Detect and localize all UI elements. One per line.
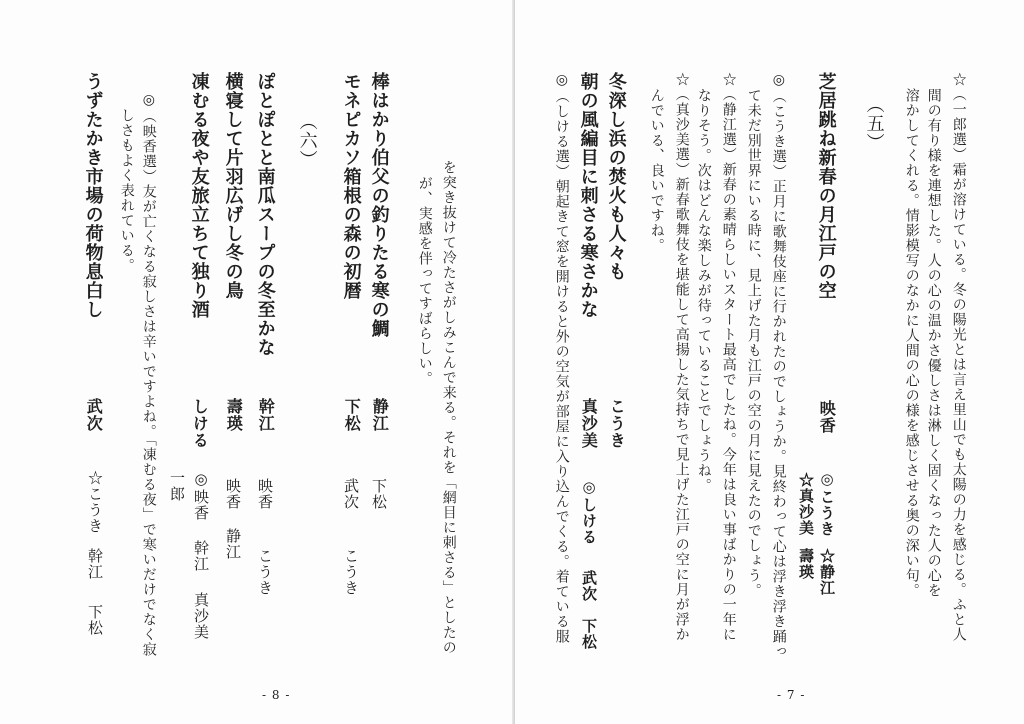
haiku-author: 幹江 bbox=[256, 398, 276, 432]
haiku-author: 真沙美 bbox=[579, 398, 599, 449]
haiku-author: しける bbox=[190, 398, 210, 449]
comment-shikeru-line-1: ◎（しける選）朝起きて窓を開けると外の空気が部屋に入り込んでくる。着ている服 bbox=[553, 72, 570, 644]
selector-mark: 映香 bbox=[256, 478, 274, 510]
comment-ichiro-line-1: ☆（一郎選）霜が溶けている。冬の陽光とは言え里山でも太陽の力を感じる。ふと人 bbox=[950, 72, 967, 642]
page-number: - 8 - bbox=[262, 688, 291, 702]
haiku-author: こうき bbox=[607, 398, 627, 449]
selector-mark: ☆真沙美 bbox=[797, 472, 815, 536]
section-heading-5: （五） bbox=[863, 95, 885, 152]
comment-shizue-line-1: ☆（静江選）新春の素晴らしいスタート最高でしたね。今年は良い事ばかりの一年に bbox=[720, 72, 737, 642]
haiku-author: 静江 bbox=[370, 398, 390, 432]
haiku-text: 凍むる夜や友旅立ちて独り酒 bbox=[188, 72, 210, 319]
comment-kouki-line-1: ◎（こうき選）正月に歌舞伎座に行かれたのでしょうか。見終わって心は浮き浮き踊っ bbox=[770, 72, 787, 659]
haiku-text: 横寝して片羽広げし冬の鳥 bbox=[222, 72, 244, 300]
haiku-text: うずたかき市場の荷物息白し bbox=[82, 72, 104, 319]
selector-mark: こうき bbox=[342, 548, 360, 596]
continuation-line-2: が、実感を伴ってすばらしい。 bbox=[416, 176, 433, 386]
page-7 bbox=[515, 0, 1024, 724]
haiku-author: 壽瑛 bbox=[224, 398, 244, 432]
comment-kouki-line-2: て未だ別世界にいる時に、見上げた月も江戸の空の月に見えたのでしょう。 bbox=[745, 88, 762, 598]
haiku-text: ぽとぽとと南瓜スープの冬至かな bbox=[254, 72, 276, 357]
comment-masami-line-1: ☆（真沙美選）新春歌舞伎を堪能して高揚した気持ちで見上げた江戸の空に月が浮か bbox=[673, 72, 690, 642]
selector-mark: 幹江 bbox=[86, 548, 104, 580]
selector-mark: ◎しける bbox=[580, 478, 598, 545]
comment-shizue-line-2: なりそう。次はどんな楽しみが待っていることでしょうね。 bbox=[695, 88, 712, 493]
haiku-text: 芝居跳ね新春の月江戸の空 bbox=[815, 72, 837, 300]
selector-mark: 幹江 bbox=[192, 540, 210, 572]
haiku-text: 朝の風編目に刺さる寒さかな bbox=[577, 72, 599, 319]
selector-mark: 武次 bbox=[342, 478, 360, 510]
comment-masami-line-2: んでいる、良いですね。 bbox=[648, 88, 665, 253]
selector-mark: 真沙美 bbox=[192, 592, 210, 640]
comment-eika-line-2: しさもよく表れている。 bbox=[118, 108, 135, 273]
section-heading-6: （六） bbox=[296, 112, 318, 169]
page-number: - 7 - bbox=[777, 688, 806, 702]
continuation-line-1: を突き抜けて冷たさがしみこんで来る。それを「網目に刺さる」としたの bbox=[440, 160, 457, 655]
selector-mark: 壽瑛 bbox=[797, 548, 815, 580]
comment-eika-line-1: ◎（映香選）友が亡くなる寂しさは辛いですよね。「凍むる夜」で寒いだけでなく寂 bbox=[140, 92, 157, 657]
haiku-text: 冬深し浜の焚火も人々も bbox=[605, 72, 627, 281]
selector-mark: 映香 bbox=[224, 478, 242, 510]
haiku-author: 武次 bbox=[84, 398, 104, 432]
selector-mark: 一郎 bbox=[168, 470, 186, 502]
selector-mark: ◎こうき bbox=[818, 470, 836, 537]
haiku-author: 映香 bbox=[817, 400, 837, 434]
selector-mark: 静江 bbox=[224, 528, 242, 560]
haiku-text: モネピカソ箱根の森の初暦 bbox=[340, 72, 362, 300]
selector-mark: 武次 bbox=[580, 570, 598, 602]
selector-mark: 下松 bbox=[86, 604, 104, 636]
selector-mark: こうき bbox=[256, 548, 274, 596]
selector-mark: 下松 bbox=[580, 618, 598, 650]
haiku-text: 棒はかり伯父の釣りたる寒の鯛 bbox=[368, 72, 390, 338]
selector-mark: ☆静江 bbox=[818, 548, 836, 596]
comment-ichiro-line-3: 溶かしてくれる。情影模写のなかに人間の心の様を感じさせる奥の深い句。 bbox=[903, 88, 920, 598]
selector-mark: ◎映香 bbox=[192, 470, 210, 521]
selector-mark: 下松 bbox=[370, 478, 388, 510]
comment-ichiro-line-2: 間の有り様を連想した。人の心の温かさ優しさは淋しく固くなった人の心を bbox=[925, 88, 942, 598]
selector-mark: ☆こうき bbox=[86, 470, 104, 534]
haiku-author: 下松 bbox=[342, 398, 362, 432]
